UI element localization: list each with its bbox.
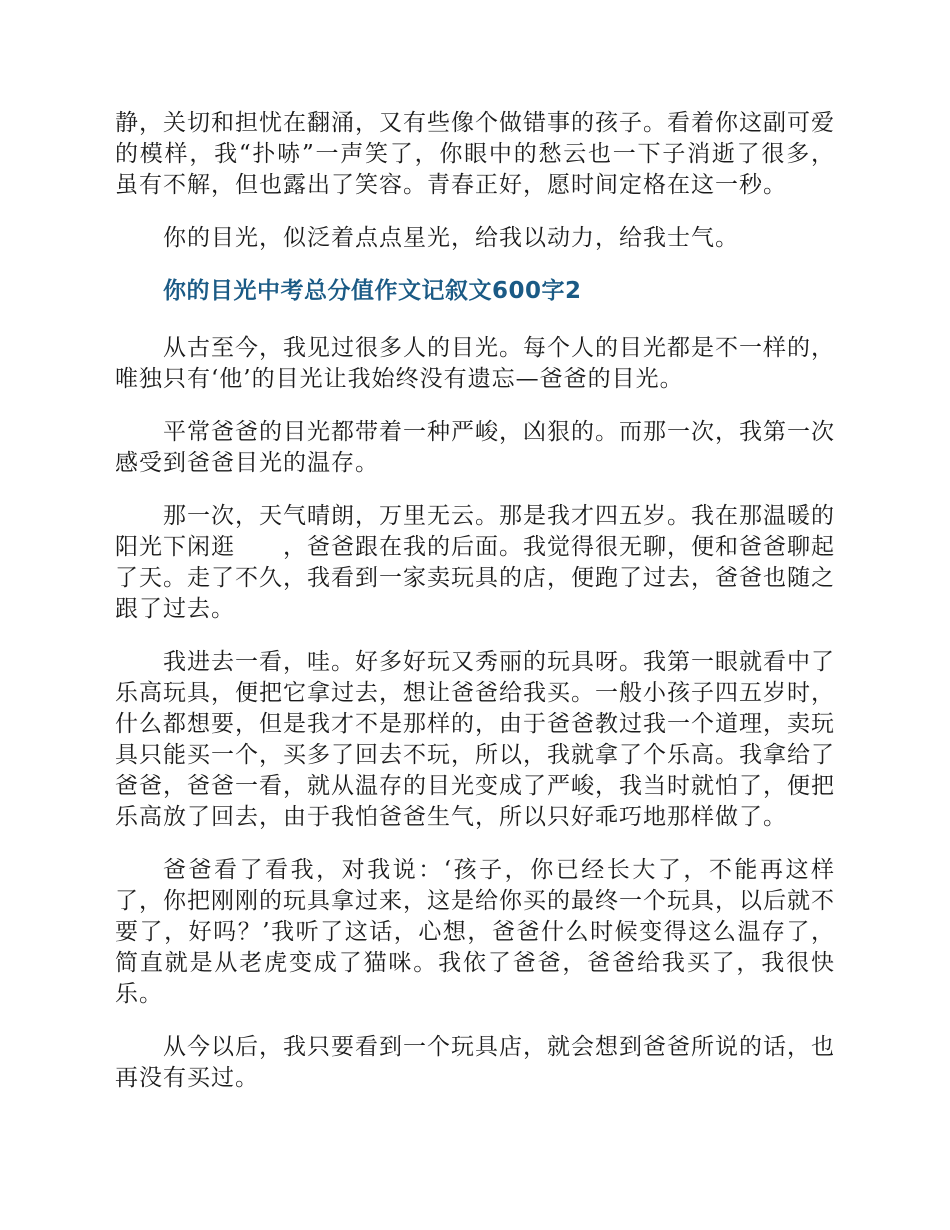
paragraph: 爸爸看了看我，对我说：‘孩子，你已经长大了，不能再这样了，你把刚刚的玩具拿过来，这是给你买的最终一个玩具，以后就不要了，好吗？’我听了这话，心想，爸爸什么时候变得这么温存了，简直就是从老虎变成了猫咪。我依了爸爸，爸爸给我买了，我很快乐。 <box>115 857 835 1007</box>
article-body <box>115 108 835 1116</box>
paragraph: 那一次，天气晴朗，万里无云。那是我才四五岁。我在那温暖的阳光下闲逛 ，爸爸跟在我的后面。我觉得很无聊，便和爸爸聊起了天。走了不久，我看到一家卖玩具的店，便跑了过去，爸爸也随之跟了过去。 <box>115 503 835 622</box>
paragraph: 从古至今，我见过很多人的目光。每个人的目光都是不一样的，唯独只有‘他’的目光让我始终没有遗忘—爸爸的目光。 <box>115 335 835 392</box>
paragraph: 你的目光，似泛着点点星光，给我以动力，给我士气。 <box>163 225 739 251</box>
paragraph: 平常爸爸的目光都带着一种严峻，凶狠的。而那一次，我第一次感受到爸爸目光的温存。 <box>115 419 835 476</box>
paragraph: 我进去一看，哇。好多好玩又秀丽的玩具呀。我第一眼就看中了乐高玩具，便把它拿过去，想让爸爸给我买。一般小孩子四五岁时，什么都想要，但是我才不是那样的，由于爸爸教过我一个道理，卖玩具只能买一个，买多了回去不玩，所以，我就拿了个乐高。我拿给了爸爸，爸爸一看，就从温存的目光变成了严峻，我当时就怕了，便把乐高放了回去，由于我怕爸爸生气，所以只好乖巧地那样做了。 <box>115 649 835 830</box>
paragraph: 从今以后，我只要看到一个玩具店，就会想到爸爸所说的话，也再没有买过。 <box>115 1034 835 1091</box>
paragraph-continued: 静，关切和担忧在翻涌，又有些像个做错事的孩子。看着你这副可爱的模样，我“扑哧”一声笑了，你眼中的愁云也一下子消逝了很多，虽有不解，但也露出了笑容。青春正好，愿时间定格在这一秒。 <box>115 110 835 198</box>
section-heading: 你的目光中考总分值作文记叙文600字2 <box>163 278 582 304</box>
